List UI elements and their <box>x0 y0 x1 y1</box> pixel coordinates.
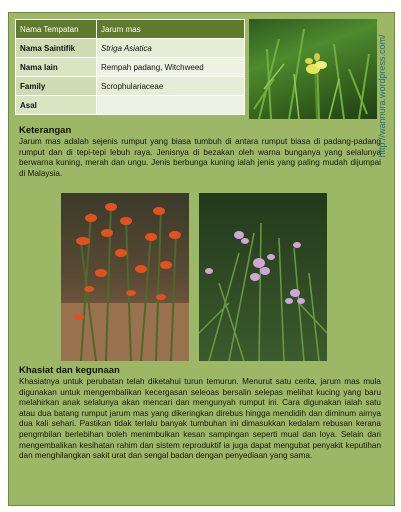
red-flower-photo <box>61 193 189 361</box>
row-label-scientific: Nama Saintifik <box>16 39 97 58</box>
keterangan-text: Jarum mas adalah sejenis rumput yang biasa tumbuh di antara rumput biasa di padang-padang rumput dan di tepi-tepi lebuh raya. Jenisnya di bezakan oleh warna bunganya yang selalunya berwarna kuning, merah dan ungu. Jenis berbunga kuning ialah jenis yang paling mudah dijumpai di Malaysia. <box>19 137 381 178</box>
table-header-label: Nama Tempatan <box>16 20 97 39</box>
plant-info-table <box>15 19 245 115</box>
document-page <box>8 12 395 506</box>
table-header-value: Jarum mas <box>97 20 245 39</box>
row-label-othername: Nama lain <box>16 58 97 77</box>
watermark-text: http://wannura.wordpress.com/ <box>377 34 387 158</box>
keterangan-heading: Keterangan <box>19 125 72 136</box>
table-row <box>16 96 245 115</box>
yellow-flower-photo <box>249 19 377 119</box>
table-header-row <box>16 20 245 39</box>
row-value-origin <box>97 96 245 115</box>
row-label-origin: Asal <box>16 96 97 115</box>
table-row <box>16 58 245 77</box>
khasiat-heading: Khasiat dan kegunaan <box>19 365 120 376</box>
khasiat-text: Khasiatnya untuk perubatan telah diketahui turun temurun. Menurut satu cerita, jarum mas mula digunakan untuk mengembalikan kecergasan seleoas bersalin selepas melihat kucing yang baru melahirkan anak selalunya akan mencari dan mengunyah rumput ini. Cara digunakan ialah satu atau dua batang rumput jarum mas yang dikeringkan direbus hingga mendidih dan diminum airnya dua kali sehari. Pastikan tidak terlalu banyak tumbuhan ini dimasukkan kedalam rebusan kerana pengmbilan berlebihan boleh menimbulkan kesan sampingan seperti mual dan loya. Selain dari mengembalikan kesihatan rahim dan sistem reproduktif ia juga dapat mengubat penyakit keputihan dan menghilangkan sakit urat dan sengal badan dengan penyediaan yang sama. <box>19 377 381 461</box>
row-value-scientific: Striga Asiatica <box>97 39 245 58</box>
row-value-family: Scrophulariaceae <box>97 77 245 96</box>
table-row <box>16 39 245 58</box>
purple-flower-photo <box>199 193 327 361</box>
table-row <box>16 77 245 96</box>
row-value-othername: Rempah padang, Witchweed <box>97 58 245 77</box>
row-label-family: Family <box>16 77 97 96</box>
